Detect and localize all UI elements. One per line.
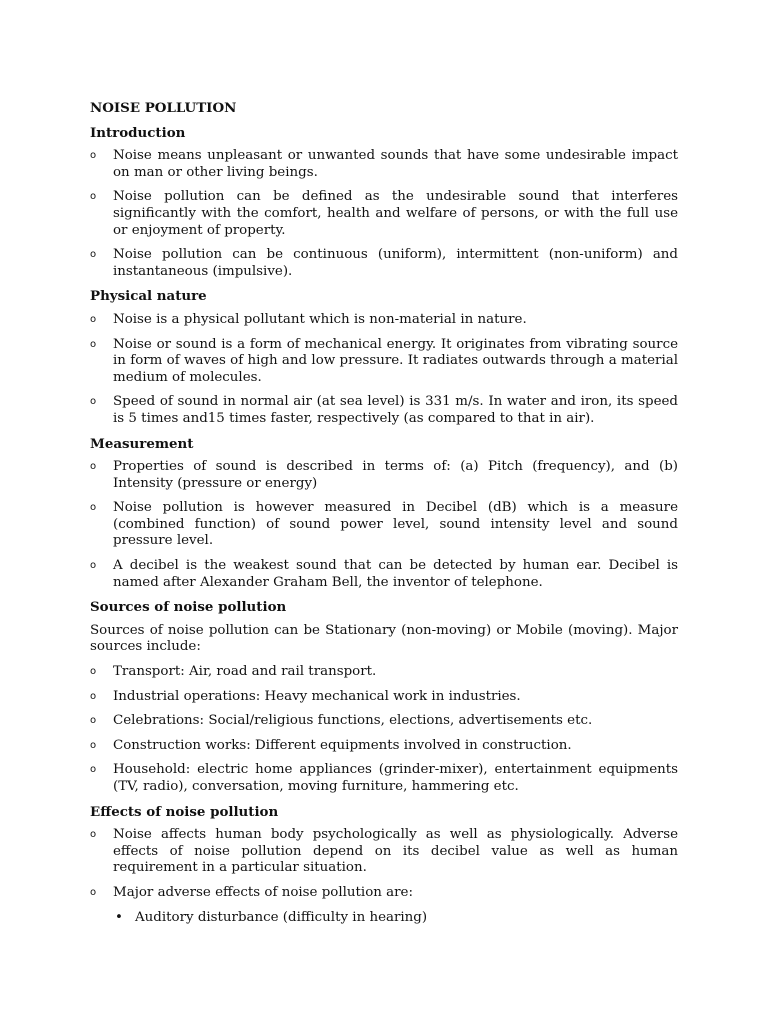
sub-list-item: • Auditory disturbance (difficulty in hearing) <box>113 910 678 927</box>
effects-list <box>90 827 678 901</box>
measurement-list <box>90 459 678 591</box>
list-item: o Noise or sound is a form of mechanical energy. It originates from vibrating source in form of waves of high and low pressure. It radiates outwards through a material medium of molecules. <box>90 337 678 387</box>
list-item: o Noise pollution can be continuous (uniform), intermittent (non-uniform) and instantaneous (impulsive). <box>90 247 678 280</box>
list-item: o A decibel is the weakest sound that can be detected by human ear. Decibel is named after Alexander Graham Bell, the inventor of telephone. <box>90 558 678 591</box>
section-heading-sources: Sources of noise pollution <box>90 599 287 616</box>
document-page <box>90 100 678 934</box>
sources-list <box>90 664 678 796</box>
list-item: o Major adverse effects of noise pollution are: <box>90 885 678 902</box>
list-item: o Transport: Air, road and rail transport. <box>90 664 678 681</box>
list-item: o Noise means unpleasant or unwanted sounds that have some undesirable impact on man or other living beings. <box>90 148 678 181</box>
list-item: o Noise is a physical pollutant which is non-material in nature. <box>90 312 678 329</box>
introduction-list <box>90 148 678 280</box>
sources-intro-paragraph: Sources of noise pollution can be Stationary (non-moving) or Mobile (moving). Major sources include: <box>90 622 678 655</box>
list-item: o Celebrations: Social/religious functions, elections, advertisements etc. <box>90 713 678 730</box>
physical-nature-list <box>90 312 678 428</box>
list-item: o Construction works: Different equipments involved in construction. <box>90 738 678 755</box>
list-item: o Household: electric home appliances (grinder-mixer), entertainment equipments (TV, radio), conversation, moving furniture, hammering etc. <box>90 762 678 795</box>
list-item: o Noise pollution can be defined as the undesirable sound that interferes significantly with the comfort, health and welfare of persons, or with the full use or enjoyment of property. <box>90 189 678 239</box>
list-item: o Noise affects human body psychologically as well as physiologically. Adverse effects of noise pollution depend on its decibel value as well as human requirement in a particular situation. <box>90 827 678 877</box>
list-item: o Noise pollution is however measured in Decibel (dB) which is a measure (combined function) of sound power level, sound intensity level and sound pressure level. <box>90 500 678 550</box>
list-item: o Properties of sound is described in terms of: (a) Pitch (frequency), and (b) Intensity (pressure or energy) <box>90 459 678 492</box>
section-heading-physical-nature: Physical nature <box>90 288 207 305</box>
section-heading-measurement: Measurement <box>90 435 194 452</box>
effects-sub-list <box>90 910 678 927</box>
section-heading-introduction: Introduction <box>90 124 186 141</box>
section-heading-effects: Effects of noise pollution <box>90 803 279 820</box>
list-item: o Speed of sound in normal air (at sea level) is 331 m/s. In water and iron, its speed is 5 times and15 times faster, respectively (as compared to that in air). <box>90 394 678 427</box>
page-title: NOISE POLLUTION <box>90 100 237 116</box>
list-item: o Industrial operations: Heavy mechanical work in industries. <box>90 689 678 706</box>
